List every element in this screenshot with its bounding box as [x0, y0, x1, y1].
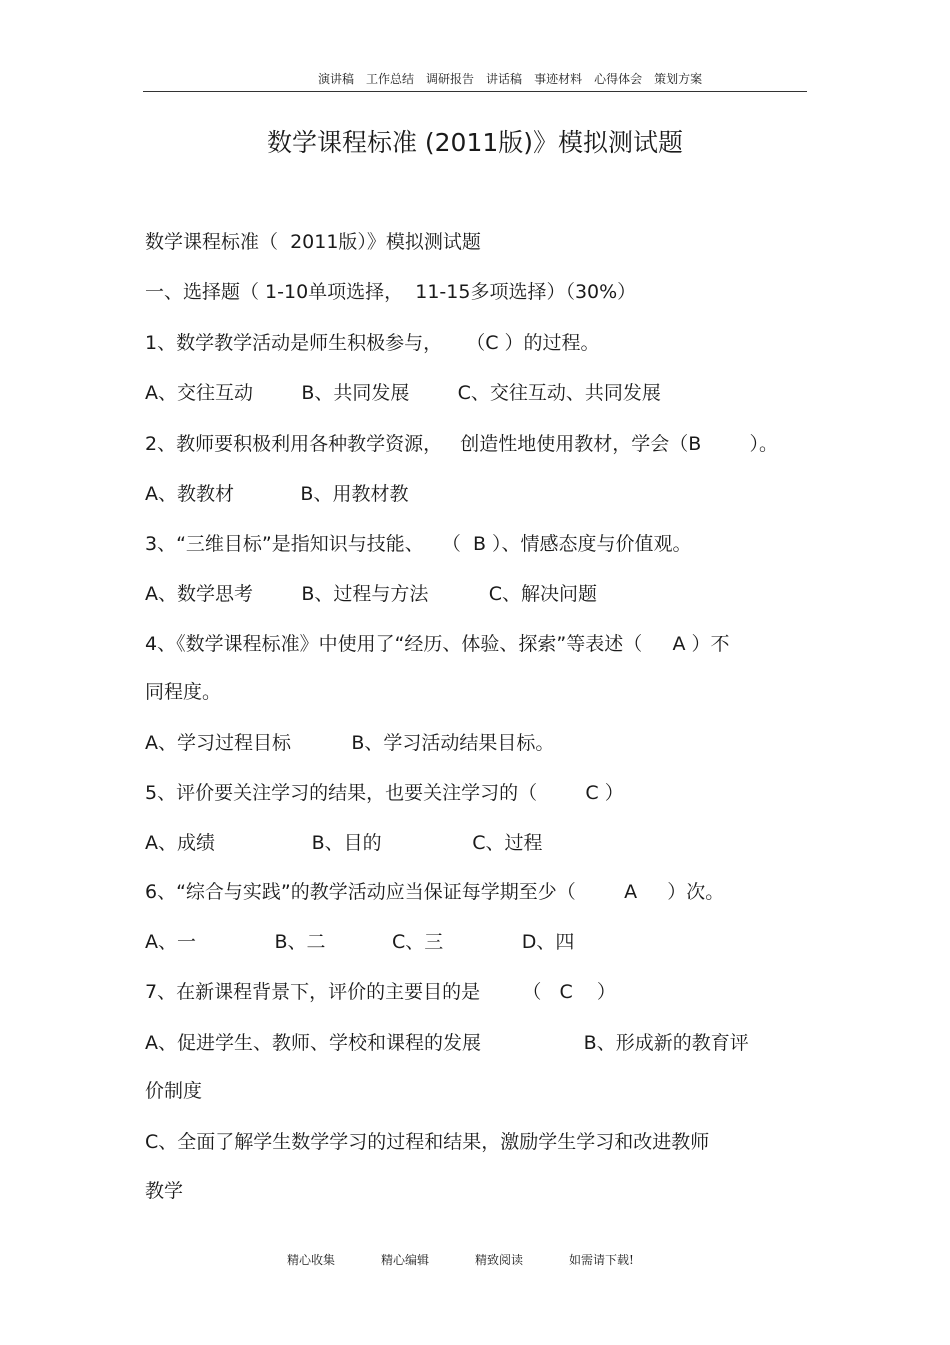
- options-line: A、教教材 B、用教材教: [145, 483, 409, 505]
- footer-link: 如需请下载!: [569, 1253, 634, 1267]
- footer-link: 精心收集: [287, 1253, 336, 1267]
- header-link: 事迹材料: [534, 72, 583, 86]
- header-divider: [143, 91, 807, 92]
- page-title: 数学课程标准 (2011版)》模拟测试题: [266, 128, 684, 157]
- question-line: 2、教师要积极利用各种教学资源， 创造性地使用教材，学会（B ）。: [145, 433, 779, 455]
- question-line: 同程度。: [145, 681, 222, 703]
- question-line: 7、在新课程背景下，评价的主要目的是 （ C ）: [145, 981, 616, 1003]
- header-link: 调研报告: [426, 72, 475, 86]
- header-link: 讲话稿: [486, 72, 523, 86]
- question-line: 4、《数学课程标准》中使用了“经历、体验、探索”等表述（ A ）不: [145, 633, 730, 655]
- options-line: A、促进学生、教师、学校和课程的发展 B、形成新的教育评: [145, 1032, 749, 1054]
- body-line: 一、选择题（ 1-10单项选择， 11-15多项选择）（30%）: [145, 281, 637, 303]
- header-link: 工作总结: [366, 72, 415, 86]
- options-line: 教学: [145, 1180, 184, 1202]
- header-links: [318, 70, 758, 87]
- options-line: A、学习过程目标 B、学习活动结果目标。: [145, 732, 555, 754]
- header-link: 演讲稿: [318, 72, 355, 86]
- question-line: 3、“三维目标”是指知识与技能、 （ B ）、情感态度与价值观。: [145, 533, 692, 555]
- footer-link: 精心编辑: [381, 1253, 430, 1267]
- header-link: 策划方案: [654, 72, 703, 86]
- footer-links: [287, 1251, 680, 1268]
- options-line: A、一 B、二 C、三 D、四: [145, 931, 575, 953]
- options-line: C、全面了解学生数学学习的过程和结果，激励学生学习和改进教师: [145, 1131, 710, 1153]
- question-line: 1、数学教学活动是师生积极参与， （C ）的过程。: [145, 332, 600, 354]
- body-line: 数学课程标准（ 2011版）》模拟测试题: [145, 231, 481, 253]
- footer-link: 精致阅读: [475, 1253, 524, 1267]
- options-line: A、数学思考 B、过程与方法 C、解决问题: [145, 583, 598, 605]
- question-line: 6、“综合与实践”的教学活动应当保证每学期至少（ A ）次。: [145, 881, 725, 903]
- options-line: 价制度: [145, 1080, 203, 1102]
- options-line: A、成绩 B、目的 C、过程: [145, 832, 543, 854]
- question-line: 5、评价要关注学习的结果，也要关注学习的（ C ）: [145, 782, 624, 804]
- header-link: 心得体会: [594, 72, 643, 86]
- options-line: A、交往互动 B、共同发展 C、交往互动、共同发展: [145, 382, 661, 404]
